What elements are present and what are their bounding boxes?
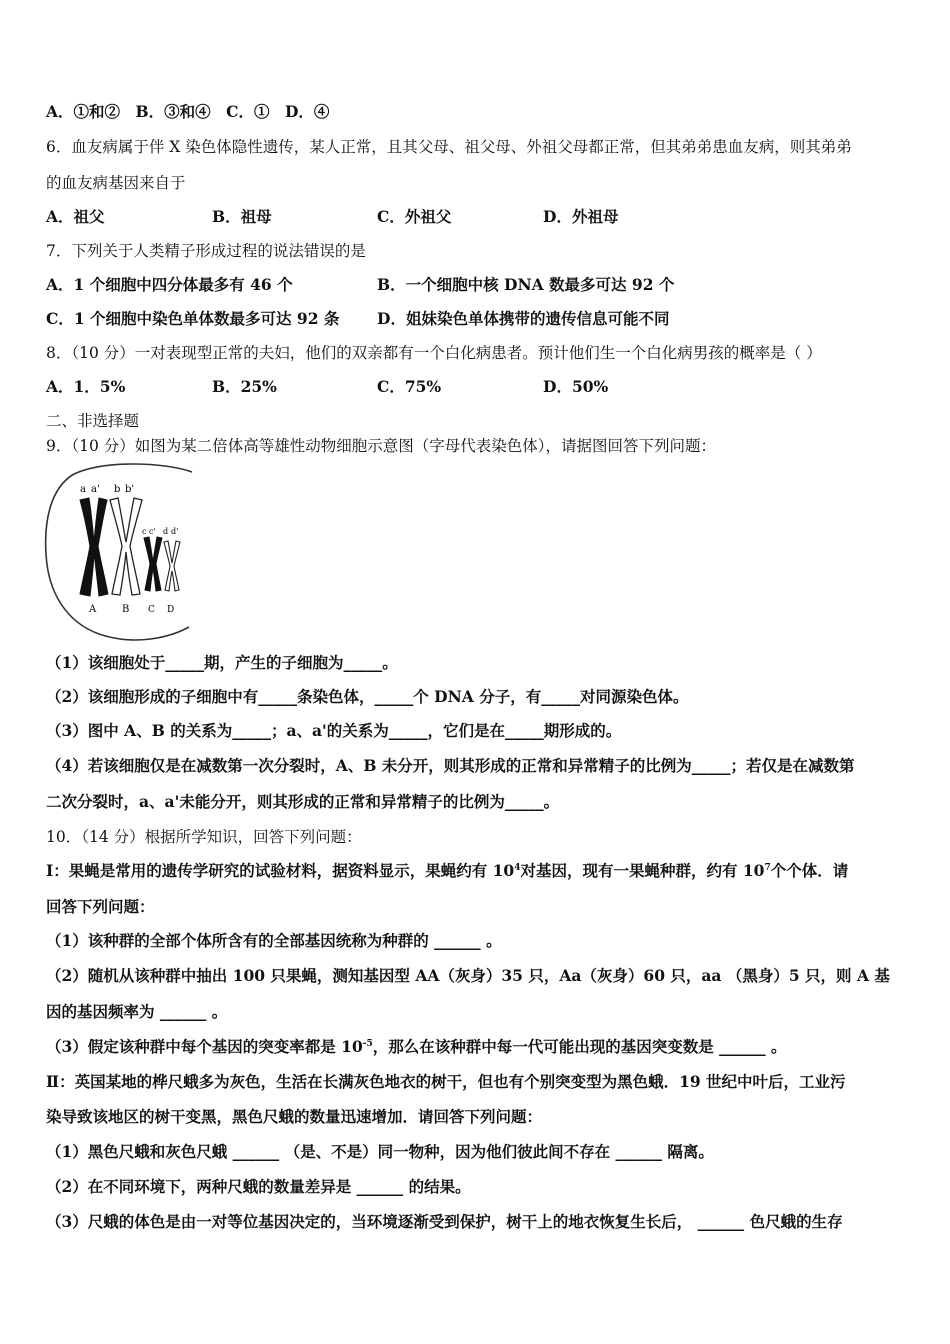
label-a: a [80, 484, 86, 495]
q7-option-a: A．1 个细胞中四分体最多有 46 个 [46, 275, 293, 294]
label-d: d [163, 527, 169, 536]
q8-option-b: B．25% [212, 377, 277, 396]
q10-part2-line1: Ⅱ：英国某地的桦尺蛾多为灰色，生活在长满灰色地衣的树干，但也有个别突变型为黑色蛾．19 世纪中叶后，工业污 [46, 1072, 846, 1091]
q5-options: A．①和② B．③和④ C．① D．④ [46, 102, 330, 121]
q10-p1-sub3 [46, 1037, 787, 1057]
label-d-prime: d' [171, 527, 179, 536]
chromosome-c [144, 537, 162, 591]
q7-stem: 7．下列关于人类精子形成过程的说法错误的是 [46, 242, 366, 260]
q10-p2-sub3: （3）尺蛾的体色是由一对等位基因决定的，当环境逐渐受到保护，树干上的地衣恢复生长后， ______ 色尺蛾的生存 [46, 1212, 843, 1231]
q7-options-row2 [46, 309, 669, 329]
label-c-prime: c' [149, 527, 156, 536]
q6-options [46, 207, 618, 227]
q10-p1-sub3-text-b: ，那么在该种群中每一代可能出现的基因突变数是 ______ 。 [372, 1037, 787, 1056]
q10-part1-exp2: 7 [764, 863, 771, 873]
q6-option-d: D．外祖母 [543, 207, 619, 226]
q10-part1-line2: 回答下列问题： [46, 897, 155, 916]
q10-part1-exp1: 4 [514, 863, 521, 873]
q7-options-row1 [46, 275, 674, 295]
chromosome-d [164, 541, 180, 591]
q9-sub4-line2: 二次分裂时，a、a'未能分开，则其形成的正常和异常精子的比例为_____。 [46, 792, 560, 811]
q10-p1-sub3-exp: -5 [362, 1039, 373, 1049]
q10-p2-sub1: （1）黑色尺蛾和灰色尺蛾 ______ （是、不是）同一物种，因为他们彼此间不存在 ______ 隔离。 [46, 1142, 714, 1161]
q6-option-b: B．祖母 [212, 207, 272, 226]
q10-p1-sub1: （1）该种群的全部个体所含有的全部基因统称为种群的 ______ 。 [46, 931, 502, 950]
label-a-prime: a' [91, 484, 100, 495]
chromosome-a [80, 498, 108, 596]
q7-option-c: C．1 个细胞中染色单体数最多可达 92 条 [46, 309, 340, 328]
q7-option-d: D．姐妹染色单体携带的遗传信息可能不同 [377, 309, 670, 328]
q9-sub3: （3）图中 A、B 的关系为_____；a、a'的关系为_____，它们是在_____期形成的。 [46, 721, 622, 740]
cell-diagram [44, 462, 194, 642]
q8-option-c: C．75% [377, 377, 442, 396]
q10-part1-text-a: I：果蝇是常用的遗传学研究的试验材料，据资料显示，果蝇约有 10 [46, 861, 515, 880]
q10-p1-sub2-line1: （2）随机从该种群中抽出 100 只果蝇，测知基因型 AA（灰身）35 只，Aa（灰身）60 只，aa （黑身）5 只，则 A 基 [46, 966, 890, 985]
q8-option-d: D．50% [543, 377, 609, 396]
q10-part1-line1 [46, 861, 848, 881]
cell-diagram-svg [44, 462, 194, 642]
q6-option-c: C．外祖父 [377, 207, 452, 226]
q6-stem-line1: 6．血友病属于伴 X 染色体隐性遗传，某人正常，且其父母、祖父母、外祖父母都正常，但其弟弟患血友病，则其弟弟 [46, 138, 852, 156]
label-B: B [122, 604, 130, 615]
label-A: A [89, 604, 97, 615]
q10-stem: 10．（14 分）根据所学知识，回答下列问题： [46, 828, 362, 846]
label-C: C [148, 605, 155, 615]
q8-options [46, 377, 608, 397]
q10-p2-sub2: （2）在不同环境下，两种尺蛾的数量差异是 ______ 的结果。 [46, 1177, 471, 1196]
label-D: D [167, 605, 175, 615]
q10-p1-sub2-line2: 因的基因频率为 ______ 。 [46, 1002, 228, 1021]
q8-stem: 8．（10 分）一对表现型正常的夫妇，他们的双亲都有一个白化病患者。预计他们生一个白化病男孩的概率是（ ） [46, 344, 822, 362]
q9-sub4-line1: （4）若该细胞仅是在减数第一次分裂时，A、B 未分开，则其形成的正常和异常精子的比例为_____；若仅是在减数第 [46, 756, 855, 775]
label-b-prime: b' [125, 484, 135, 495]
section-heading: 二、非选择题 [46, 412, 140, 430]
label-c: c [142, 527, 147, 536]
q9-stem: 9．（10 分）如图为某二倍体高等雄性动物细胞示意图（字母代表染色体），请据图回答下列问题： [46, 437, 717, 455]
q6-stem-line2: 的血友病基因来自于 [46, 174, 186, 192]
q10-p1-sub3-text-a: （3）假定该种群中每个基因的突变率都是 10 [46, 1037, 363, 1056]
q10-part2-line2: 染导致该地区的树干变黑，黑色尺蛾的数量迅速增加．请回答下列问题： [46, 1107, 543, 1126]
q10-part1-text-b: 对基因，现有一果蝇种群，约有 10 [520, 861, 765, 880]
q9-sub2: （2）该细胞形成的子细胞中有_____条染色体，_____个 DNA 分子，有_____对同源染色体。 [46, 687, 689, 706]
label-b: b [114, 484, 121, 495]
chromosome-b [110, 498, 142, 595]
q6-option-a: A．祖父 [46, 207, 105, 226]
q10-part1-text-c: 个个体．请 [770, 861, 849, 880]
q8-option-a: A．1．5% [46, 377, 126, 396]
q9-sub1: （1）该细胞处于_____期，产生的子细胞为_____。 [46, 653, 398, 672]
q7-option-b: B．一个细胞中核 DNA 数最多可达 92 个 [377, 275, 675, 294]
